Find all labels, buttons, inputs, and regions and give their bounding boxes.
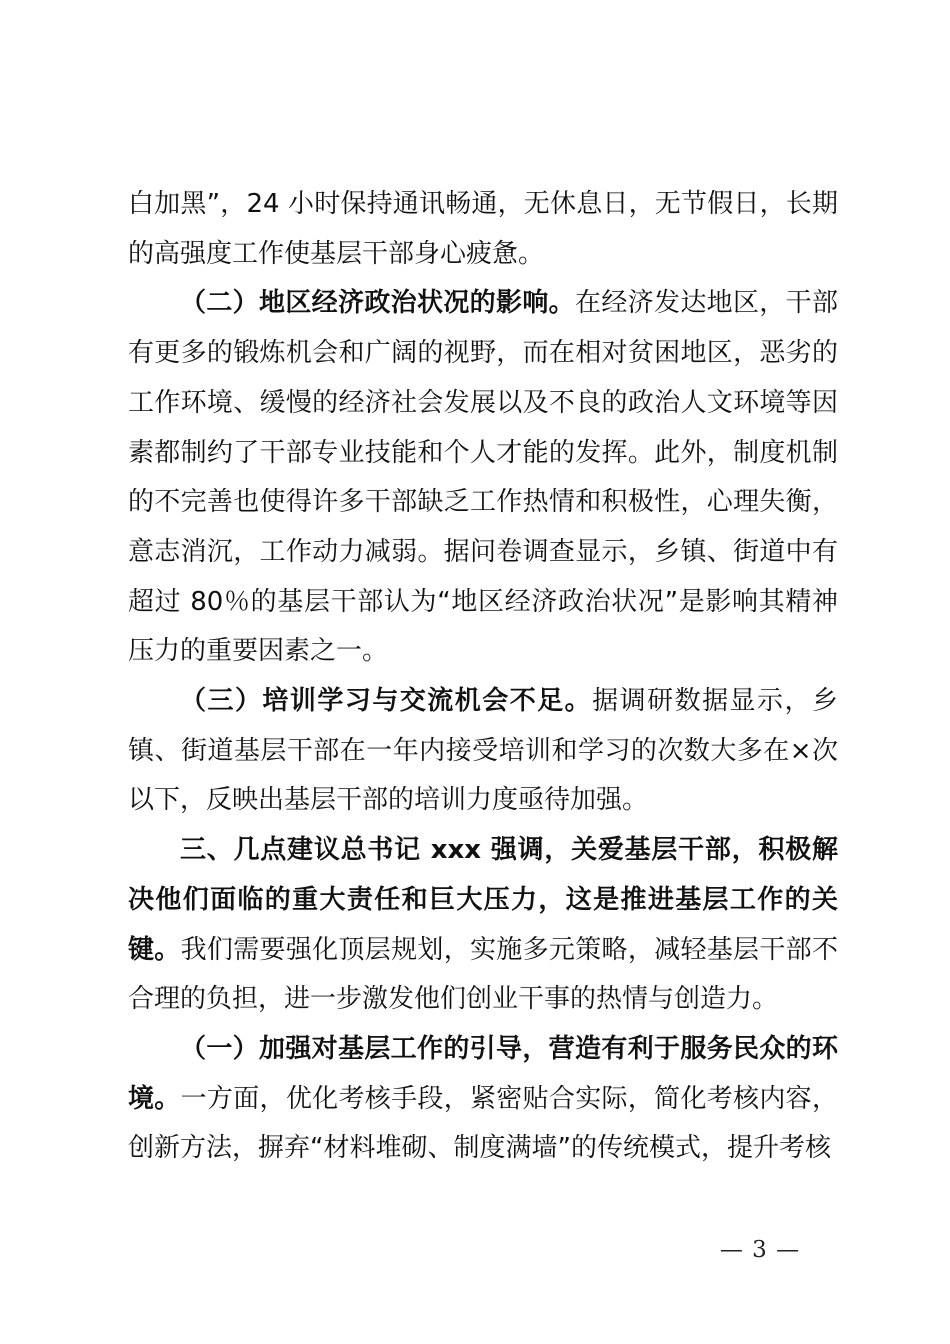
paragraph-heading: （二）地区经济政治状况的影响。 <box>180 288 575 319</box>
section-heading: 三、几点建议总书记 xxx 强调，关爱基层干部，积极解决他们面临的重大责任和巨大压力，这是推进基层工作的关键。 <box>128 835 838 965</box>
paragraph-continuation <box>128 180 838 279</box>
paragraph-text: 在经济发达地区，干部有更多的锻炼机会和广阔的视野，而在相对贫困地区，恶劣的工作环境、缓慢的经济社会发展以及不良的政治人文环境等因素都制约了干部专业技能和个人才能的发挥。此外，制度机制的不完善也使得许多干部缺乏工作热情和积极性，心理失衡，意志消沉，工作动力减弱。据问卷调查显示，乡镇、街道中有超过 80％的基层干部认为“地区经济政治状况”是影响其精神压力的重要因素之一。 <box>128 288 838 667</box>
page-number: — 3 — <box>719 1237 801 1263</box>
paragraph-training-shortage <box>128 677 838 826</box>
paragraph-heading: （一）加强对基层工作的引导，营造有利于服务民众的环境。 <box>128 1033 838 1114</box>
document-body <box>128 180 838 1174</box>
paragraph-suggestions <box>128 826 838 1025</box>
paragraph-text: 白加黑”，24 小时保持通讯畅通，无休息日，无节假日，长期的高强度工作使基层干部身心疲惫。 <box>128 189 838 269</box>
paragraph-text: 据调研数据显示，乡镇、街道基层干部在一年内接受培训和学习的次数大多在×次以下，反映出基层干部的培训力度亟待加强。 <box>128 686 838 816</box>
paragraph-economic-political-impact <box>128 279 838 677</box>
paragraph-heading: （三）培训学习与交流机会不足。 <box>180 686 593 717</box>
paragraph-text: 一方面，优化考核手段，紧密贴合实际，简化考核内容，创新方法，摒弃“材料堆砌、制度满墙”的传统模式，提升考核 <box>128 1083 838 1164</box>
paragraph-guidance <box>128 1025 838 1174</box>
paragraph-text: 我们需要强化顶层规划，实施多元策略，减轻基层干部不合理的负担，进一步激发他们创业干事的热情与创造力。 <box>128 934 838 1015</box>
